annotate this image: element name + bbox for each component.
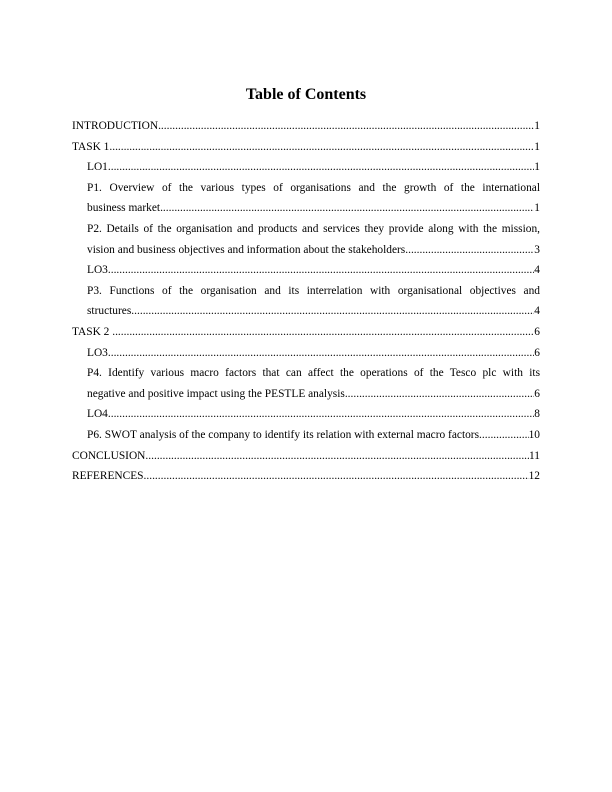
toc-entry-text-line-1: P3. Functions of the organisation and its interrelation with organisational objectives and	[87, 284, 540, 297]
toc-entry-task-1[interactable]	[72, 137, 540, 158]
dot-leader	[108, 157, 534, 178]
toc-entry-lo3-task-2[interactable]	[72, 343, 540, 364]
toc-entry-lo3[interactable]	[72, 260, 540, 281]
table-of-contents	[72, 116, 540, 487]
dot-leader	[131, 301, 534, 322]
toc-entry-text-line-2: structures	[87, 305, 132, 318]
toc-page-number: 11	[529, 449, 540, 462]
toc-page-number: 10	[528, 428, 540, 441]
toc-entry-task-2[interactable]	[72, 322, 540, 343]
toc-entry-p1[interactable]	[72, 178, 540, 219]
dot-leader	[109, 137, 534, 158]
dot-leader	[144, 466, 529, 487]
toc-entry-text: CONCLUSION	[72, 449, 146, 462]
toc-entry-text-line-1: P1. Overview of the various types of organisations and the growth of the international	[87, 181, 540, 194]
toc-page-number: 4	[534, 305, 540, 318]
dot-leader	[108, 404, 534, 425]
toc-page-number: 12	[528, 470, 540, 483]
toc-page-number: 4	[534, 264, 540, 277]
toc-page-number: 1	[534, 120, 540, 132]
toc-entry-text-line-2: vision and business objectives and information about the stakeholders	[87, 243, 406, 256]
toc-entry-text: TASK 1	[72, 140, 110, 153]
toc-page-number: 1	[534, 161, 540, 174]
toc-page-number: 1	[534, 140, 540, 153]
toc-entry-p2[interactable]	[72, 219, 540, 260]
toc-entry-text: INTRODUCTION	[72, 120, 159, 132]
dot-leader	[405, 240, 534, 261]
toc-title: Table of Contents	[245, 86, 367, 103]
toc-entry-references[interactable]	[72, 466, 540, 487]
toc-entry-text: LO3	[87, 264, 108, 277]
dot-leader	[108, 260, 534, 281]
toc-entry-introduction[interactable]	[72, 116, 540, 137]
toc-entry-text: LO4	[87, 408, 108, 421]
toc-page-number: 3	[534, 243, 540, 256]
toc-entry-p4[interactable]	[72, 363, 540, 404]
toc-entry-text-line-2: business market	[87, 202, 161, 215]
toc-page-number: 6	[534, 325, 540, 338]
dot-leader	[108, 343, 534, 364]
toc-entry-text: P6. SWOT analysis of the company to identify its relation with external macro factors	[87, 428, 480, 441]
toc-page-number: 6	[534, 387, 540, 400]
toc-entry-text-line-2: negative and positive impact using the PESTLE analysis	[87, 387, 345, 400]
toc-entry-text-line-1: P4. Identify various macro factors that can affect the operations of the Tesco plc with its	[87, 367, 540, 380]
toc-entry-lo1[interactable]	[72, 157, 540, 178]
toc-entry-text: LO1	[87, 161, 108, 174]
toc-entry-text: LO3	[87, 346, 108, 359]
dot-leader	[160, 198, 534, 219]
toc-page-number: 1	[534, 202, 540, 215]
toc-page-number: 8	[534, 408, 540, 421]
toc-entry-text: TASK 2	[72, 325, 113, 338]
toc-entry-p6[interactable]	[72, 425, 540, 446]
toc-entry-conclusion[interactable]	[72, 446, 540, 467]
dot-leader	[112, 322, 534, 343]
toc-entry-p3[interactable]	[72, 281, 540, 322]
toc-entry-text-line-1: P2. Details of the organisation and products and services they provide along with the mission,	[87, 222, 540, 235]
toc-entry-lo4[interactable]	[72, 404, 540, 425]
toc-entry-text: REFERENCES	[72, 470, 144, 483]
dot-leader	[145, 446, 529, 467]
toc-page-number: 6	[534, 346, 540, 359]
dot-leader	[479, 425, 529, 446]
dot-leader	[158, 116, 534, 137]
dot-leader	[345, 384, 534, 405]
